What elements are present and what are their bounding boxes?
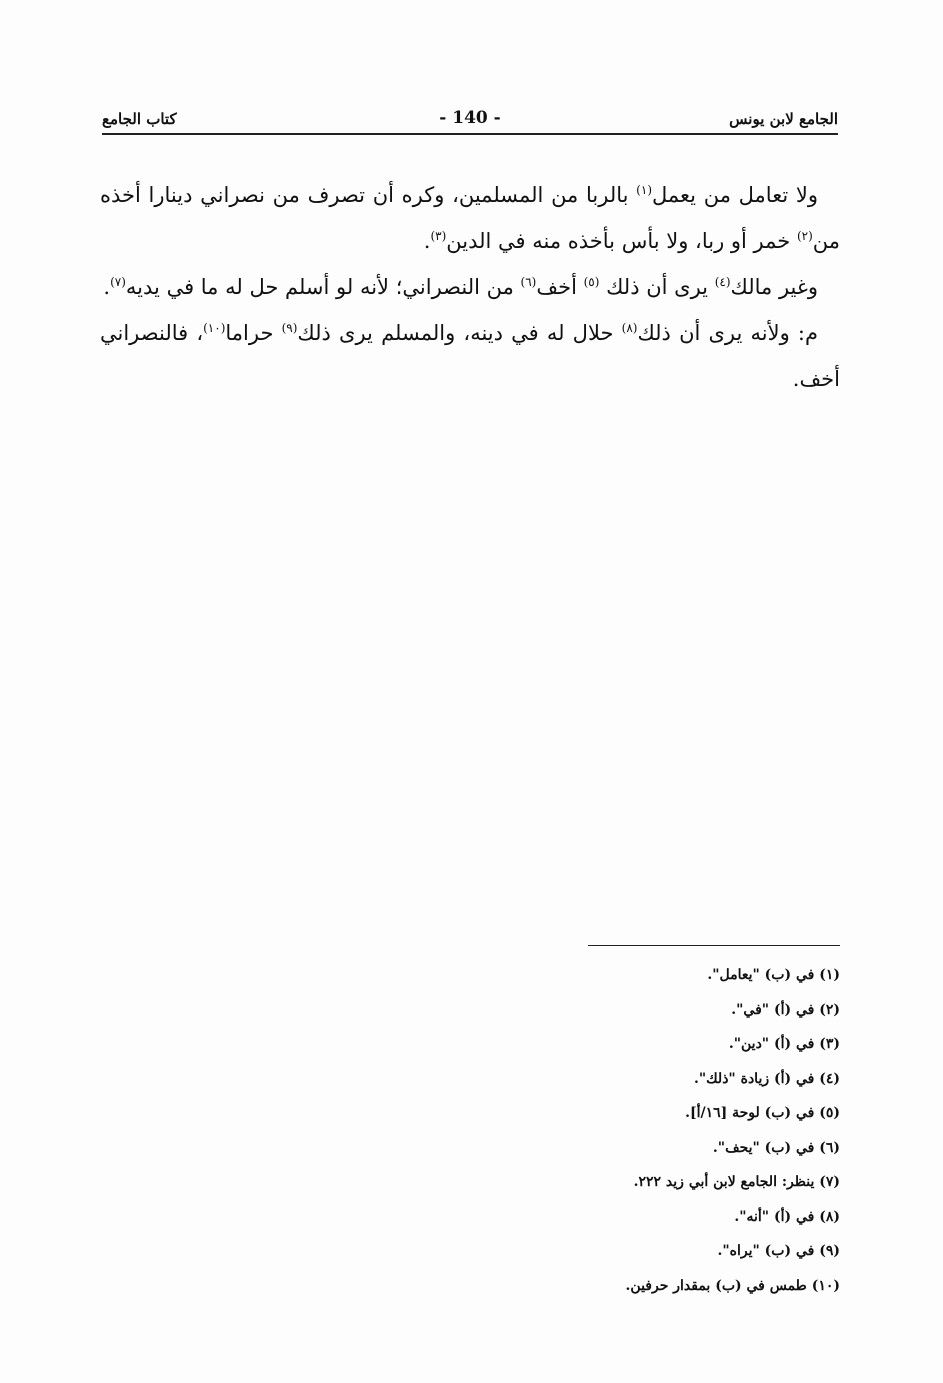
paragraph: م: ولأنه يرى أن ذلك$^{(٨)}$ حلال له في دينه، والمسلم يرى ذلك$^{(٩)}$ حراما$^{(١٠)}$، فالنصراني أخف. [100, 321, 840, 391]
footnote-ref[interactable]: (٣) [430, 229, 447, 243]
footnote-item: (١٠) طمس في (ب) بمقدار حرفين. [625, 1277, 840, 1294]
footnote-divider [588, 945, 840, 946]
footnote-item: (٥) في (ب) لوحة [١٦/أ]. [685, 1105, 840, 1121]
footnote-ref[interactable]: (٤) [714, 275, 731, 289]
footnote-ref[interactable]: (٧) [110, 275, 126, 289]
footnote-ref[interactable]: (١) [636, 183, 652, 197]
paragraph: وغير مالك$^{(٤)}$ يرى أن ذلك $^{(٥)}$ أخف$^{(٦)}$ من النصراني؛ لأنه لو أسلم حل له ما في يديه$^{(٧)}$. [103, 275, 818, 299]
footnotes [440, 958, 840, 1303]
main-text [100, 172, 840, 402]
footnote-item: (٩) في (ب) "يراه". [717, 1243, 840, 1259]
footnote-ref[interactable]: (٢) [796, 229, 813, 243]
footnote-ref[interactable]: (٥) [583, 275, 600, 289]
book-title: الجامع لابن يونس [729, 110, 838, 128]
footnote-ref[interactable]: (٩) [281, 321, 298, 335]
footnote-item: (٢) في (أ) "في". [731, 1001, 840, 1018]
paragraph: ولا تعامل من يعمل$^{(١)}$ بالربا من المسلمين، وكره أن تصرف من نصراني دينارا أخذه من$^{(٢)}$ خمر أو ربا، ولا بأس بأخذه منه في الدين$^{(٣)}$. [100, 183, 840, 253]
footnote-item: (٦) في (ب) "يحف". [712, 1139, 840, 1156]
header-divider [102, 133, 838, 135]
footnote-item: (١) في (ب) "يعامل". [707, 967, 840, 983]
chapter-title: كتاب الجامع [102, 110, 177, 128]
page-header [102, 108, 838, 134]
footnote-ref[interactable]: (٨) [621, 321, 638, 335]
page-number: - 140 - [439, 108, 501, 128]
footnote-item: (٤) في (أ) زيادة "ذلك". [693, 1070, 840, 1087]
footnote-item: (٣) في (أ) "دين". [728, 1036, 840, 1052]
footnote-item: (٨) في (أ) "أنه". [734, 1208, 840, 1225]
footnote-ref[interactable]: (٦) [520, 275, 537, 289]
footnote-ref[interactable]: (١٠) [203, 321, 226, 335]
footnote-item: (٧) ينظر: الجامع لابن أبي زيد ٢٢٢. [633, 1174, 840, 1190]
